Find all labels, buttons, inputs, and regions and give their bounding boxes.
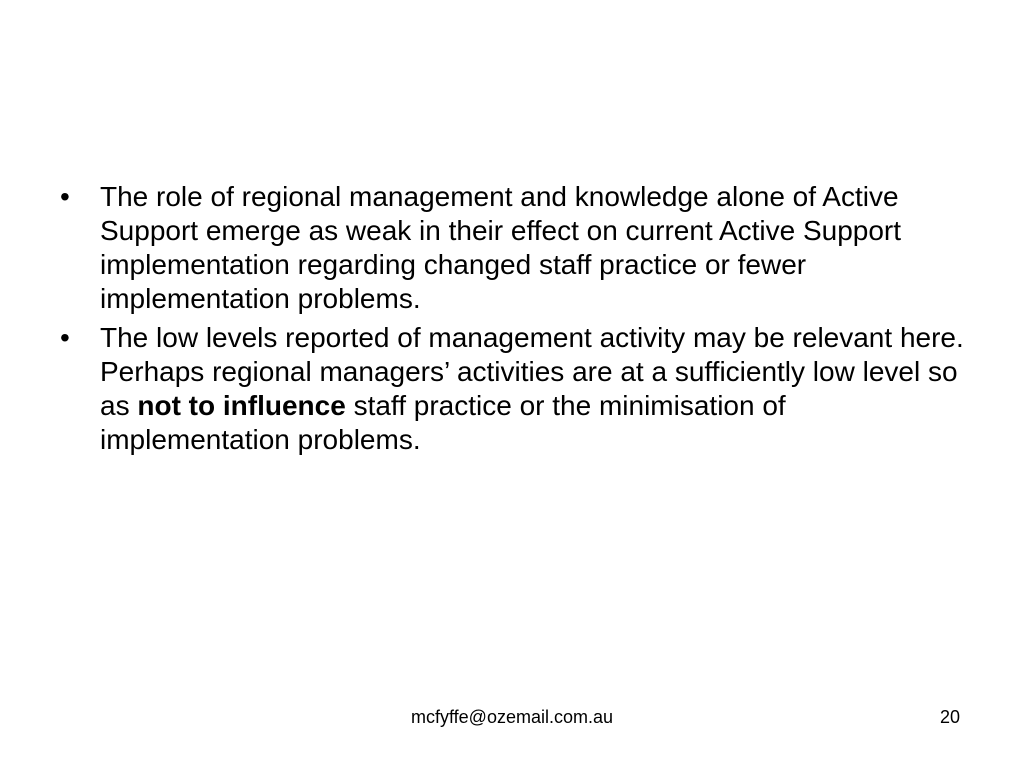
- footer-email: mcfyffe@ozemail.com.au: [410, 707, 613, 727]
- bullet-text: The role of regional management and knowledge alone of Active Support emerge as weak in their effect on current Active Support implementation regarding changed staff practice or fewer implementation problems.: [100, 181, 902, 314]
- bullet-text-after: staff practice or the minimisation of implementation problems.: [100, 390, 786, 455]
- bullet-list: [60, 180, 970, 462]
- bullet-icon: •: [60, 181, 70, 212]
- bullet-text-before: The low levels reported of management activity may be relevant here. Perhaps regional managers’ activities are at a sufficiently low level so as: [100, 322, 964, 421]
- bullet-item-role-of-management: [60, 180, 970, 316]
- bullet-icon: •: [60, 322, 70, 353]
- page-number: 20: [939, 707, 960, 727]
- bullet-item-low-levels: [60, 321, 970, 457]
- bullet-text-emphasis: not to influence: [137, 390, 346, 421]
